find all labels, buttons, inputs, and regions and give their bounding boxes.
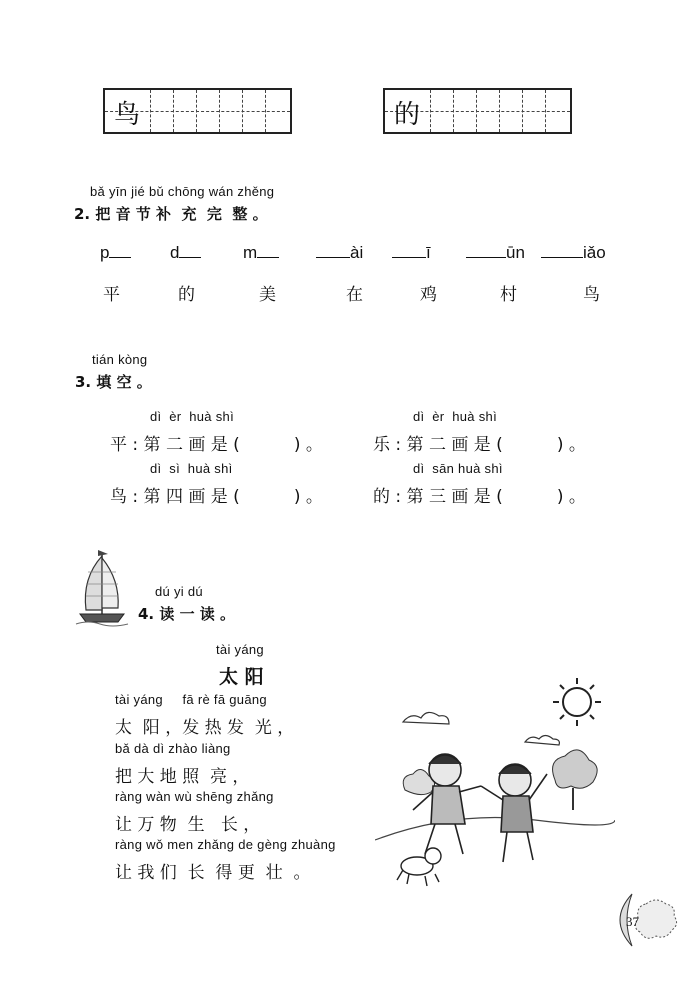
poem-line4-pinyin: ràng wǒ men zhǎng de gèng zhuàng: [115, 837, 336, 852]
poem-line3: 让 万 物 生 长 ，: [115, 815, 261, 835]
char-7: 鸟: [583, 285, 600, 305]
page-number: 37: [626, 914, 639, 929]
syllable-4[interactable]: ài: [316, 243, 363, 263]
syllable-7[interactable]: iǎo: [541, 243, 606, 263]
section3-title: 3. 填 空 。: [75, 373, 152, 391]
moon-decoration: [612, 890, 682, 950]
s3-row2-left[interactable]: 鸟 : 第 四 画 是 ( ) 。: [110, 487, 323, 507]
poem-line1-pinyin: tài yáng fā rè fā guāng: [115, 692, 267, 707]
char-6: 村: [500, 285, 517, 305]
s3-row1-left-pinyin: dì èr huà shì: [150, 409, 234, 424]
s3-row2-right[interactable]: 的 : 第 三 画 是 ( ) 。: [373, 487, 586, 507]
char-3: 美: [259, 285, 276, 305]
syllable-6[interactable]: ūn: [466, 243, 525, 263]
syllable-1[interactable]: p: [100, 243, 131, 263]
section2-pinyin: bǎ yīn jié bǔ chōng wán zhěng: [90, 184, 275, 199]
poem-line4: 让 我 们 长 得 更 壮 。: [115, 863, 311, 883]
s3-row1-right-pinyin: dì èr huà shì: [413, 409, 497, 424]
section3-pinyin: tián kòng: [92, 352, 148, 367]
sailboat-illustration: [74, 548, 130, 628]
grid-2-char: 的: [394, 100, 421, 130]
poem-title-pinyin: tài yáng: [216, 642, 264, 657]
char-4: 在: [346, 285, 363, 305]
syllable-5[interactable]: ī: [392, 243, 431, 263]
section4-title: 4. 读 一 读 。: [138, 605, 236, 623]
poem-line2: 把 大 地 照 亮 ，: [115, 767, 250, 787]
poem-title: 太 阳: [219, 666, 264, 688]
char-2: 的: [178, 285, 195, 305]
syllable-2[interactable]: d: [170, 243, 201, 263]
syllable-3[interactable]: m: [243, 243, 279, 263]
children-sun-illustration: [375, 670, 615, 890]
section2-title: 2. 把 音 节 补 充 完 整 。: [74, 205, 268, 223]
char-1: 平: [103, 285, 120, 305]
char-5: 鸡: [420, 285, 437, 305]
s3-row1-left[interactable]: 平 : 第 二 画 是 ( ) 。: [110, 435, 323, 455]
sun-icon: [553, 678, 601, 726]
s3-row1-right[interactable]: 乐 : 第 二 画 是 ( ) 。: [373, 435, 586, 455]
s3-row2-left-pinyin: dì sì huà shì: [150, 461, 233, 476]
section4-pinyin: dú yi dú: [155, 584, 203, 599]
s3-row2-right-pinyin: dì sān huà shì: [413, 461, 503, 476]
poem-line1: 太 阳 ，发 热 发 光 ，: [115, 718, 295, 738]
poem-line3-pinyin: ràng wàn wù shēng zhǎng: [115, 789, 274, 804]
grid-1-char: 鸟: [114, 100, 141, 130]
poem-line2-pinyin: bǎ dà dì zhào liàng: [115, 741, 231, 756]
